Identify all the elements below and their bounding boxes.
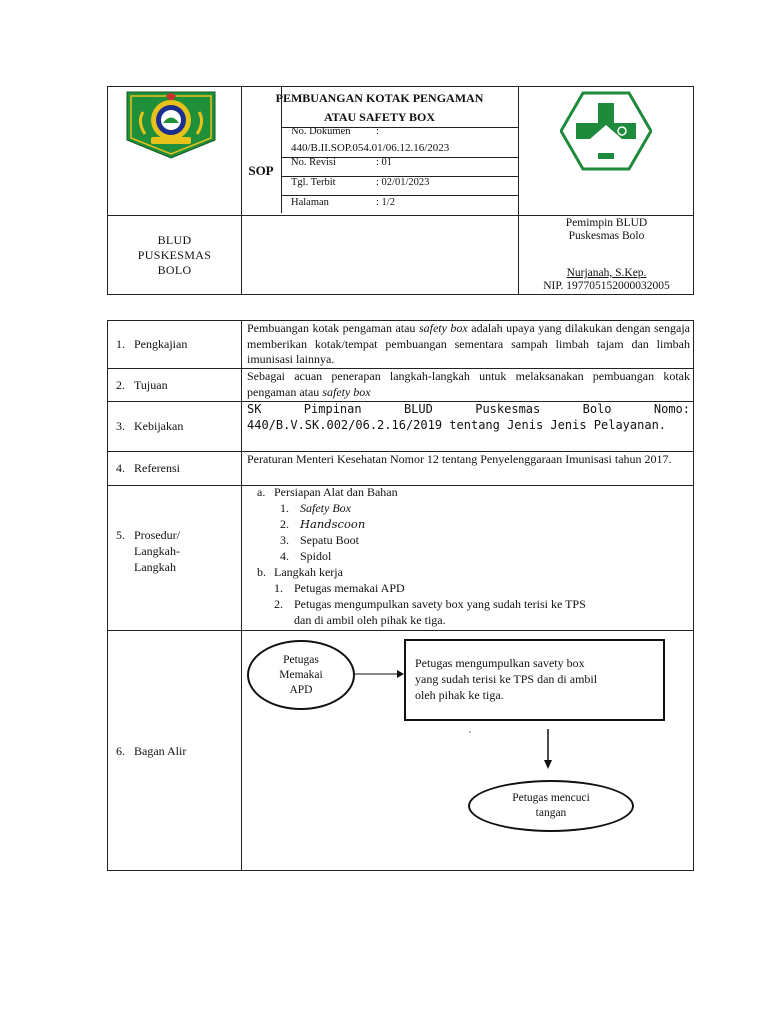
section-title-line: Prosedur/ <box>134 528 180 542</box>
flow-node-end <box>468 780 634 832</box>
section-label-pengkajian <box>116 321 241 368</box>
list-item: Handscoon <box>300 517 366 531</box>
node-text: tangan <box>535 807 567 819</box>
node-text: Petugas <box>283 653 319 666</box>
section-label-prosedur <box>116 527 241 575</box>
section-title: Kebijakan <box>134 419 184 433</box>
flowchart <box>241 630 691 870</box>
list-number: 4. <box>280 549 289 563</box>
text-run: Sebagai acuan penerapan langkah-langkah untuk melaksanakan pembuangan kotak pengaman atau <box>247 369 690 399</box>
page-value: : 1/2 <box>376 197 395 208</box>
section-title: Bagan Alir <box>134 743 187 758</box>
section-label-kebijakan <box>116 402 241 451</box>
list-number: 2. <box>274 597 283 611</box>
section-content-tujuan <box>247 369 690 400</box>
header-table <box>107 86 694 295</box>
section-title: Referensi <box>134 461 180 475</box>
signer-title: Puskesmas Bolo <box>568 230 645 242</box>
list-item: Petugas memakai APD <box>294 581 405 595</box>
section-title-line: Langkah- <box>134 544 180 558</box>
node-text: Petugas mengumpulkan savety box <box>415 656 585 670</box>
section-number: 1. <box>116 337 125 351</box>
section-number: 2. <box>116 377 125 392</box>
text-run: Pembuangan kotak pengaman atau <box>247 321 419 335</box>
list-number: 3. <box>280 533 289 547</box>
section-number: 6. <box>116 743 125 758</box>
signature-block <box>518 215 695 296</box>
node-text: Petugas mencuci <box>512 792 590 804</box>
organization-line: BOLO <box>157 263 192 277</box>
sop-label: SOP <box>248 163 274 178</box>
list-number: 2. <box>280 517 289 531</box>
puskesmas-cross-icon <box>560 91 652 171</box>
doc-number-row <box>281 127 518 157</box>
section-content-kebijakan: SK Pimpinan BLUD Puskesmas Bolo Nomo: 440/B.V.SK.002/06.2.16/2019 tentang Jenis Jenis Pelayanan. <box>247 402 690 432</box>
section-number: 3. <box>116 419 125 433</box>
issue-date-label: Tgl. Terbit <box>291 177 336 188</box>
section-content-referensi: Peraturan Menteri Kesehatan Nomor 12 tentang Penyelenggaraan Imunisasi tahun 2017. <box>247 452 672 466</box>
list-item: Sepatu Boot <box>300 533 359 547</box>
doc-number-colon: : <box>376 126 379 137</box>
flow-node-process <box>404 639 665 721</box>
revision-row <box>281 157 518 176</box>
list-number: 1. <box>280 501 289 515</box>
section-label-referensi <box>116 452 241 485</box>
arrowhead <box>397 670 404 678</box>
list-heading: Langkah kerja <box>274 565 343 579</box>
section-label-bagan-alir <box>116 631 241 871</box>
signer-title: Pemimpin BLUD <box>565 217 648 229</box>
section-label-tujuan <box>116 369 241 401</box>
list-heading: Persiapan Alat dan Bahan <box>274 485 398 499</box>
node-text: Memakai <box>279 668 323 681</box>
organization-line: BLUD <box>157 233 192 247</box>
doc-number-value: 440/B.II.SOP.054.01/06.12.16/2023 <box>291 142 450 154</box>
section-content-pengkajian <box>247 321 690 368</box>
page-row <box>281 195 518 215</box>
node-text: yang sudah terisi ke TPS dan di ambil <box>415 672 598 686</box>
list-number: 1. <box>274 581 283 595</box>
issue-date-value: : 02/01/2023 <box>376 177 430 188</box>
list-marker: a. <box>257 485 266 499</box>
procedure-list <box>247 485 690 630</box>
issue-date-row <box>281 176 518 195</box>
text-run-italic: safety box <box>418 321 468 335</box>
organization-line: PUSKESMAS <box>137 248 212 262</box>
title-line: ATAU SAFETY BOX <box>323 110 436 124</box>
signer-name: Nurjanah, S.Kep. <box>566 267 647 279</box>
list-marker: b. <box>257 565 266 579</box>
document-title <box>241 87 518 127</box>
list-item: Petugas mengumpulkan savety box yang sudah terisi ke TPS <box>294 597 586 611</box>
doc-number-label: No. Dokumen <box>291 126 351 137</box>
organization-name <box>108 215 241 296</box>
section-title: Pengkajian <box>134 337 188 351</box>
signer-nip: NIP. 197705152000032005 <box>543 280 670 292</box>
section-number: 5. <box>116 528 125 542</box>
arrowhead <box>544 760 552 769</box>
page-label: Halaman <box>291 197 329 208</box>
section-number: 4. <box>116 461 125 475</box>
node-text: APD <box>289 683 313 696</box>
flow-node-start <box>247 640 355 710</box>
section-title-line: Langkah <box>134 560 176 574</box>
list-item-continued: dan di ambil oleh pihak ke tiga. <box>294 613 446 627</box>
revision-value: : 01 <box>376 157 393 168</box>
list-item: Safety Box <box>300 501 351 515</box>
node-text: oleh pihak ke tiga. <box>415 688 504 702</box>
text-run: adalah upaya yang dilakukan dengan sengaja memberikan kotak/tempat pembuangan sementara sampah limbah tajam dan limbah imunisasi lainnya. <box>247 321 690 366</box>
section-title: Tujuan <box>134 377 168 392</box>
stray-dot <box>469 731 470 732</box>
title-line: PEMBUANGAN KOTAK PENGAMAN <box>275 91 484 105</box>
section-title <box>134 527 180 575</box>
list-item: Spidol <box>300 549 332 563</box>
regional-emblem-icon <box>123 90 219 160</box>
revision-label: No. Revisi <box>291 157 336 168</box>
text-run-italic: safety box <box>322 384 371 399</box>
